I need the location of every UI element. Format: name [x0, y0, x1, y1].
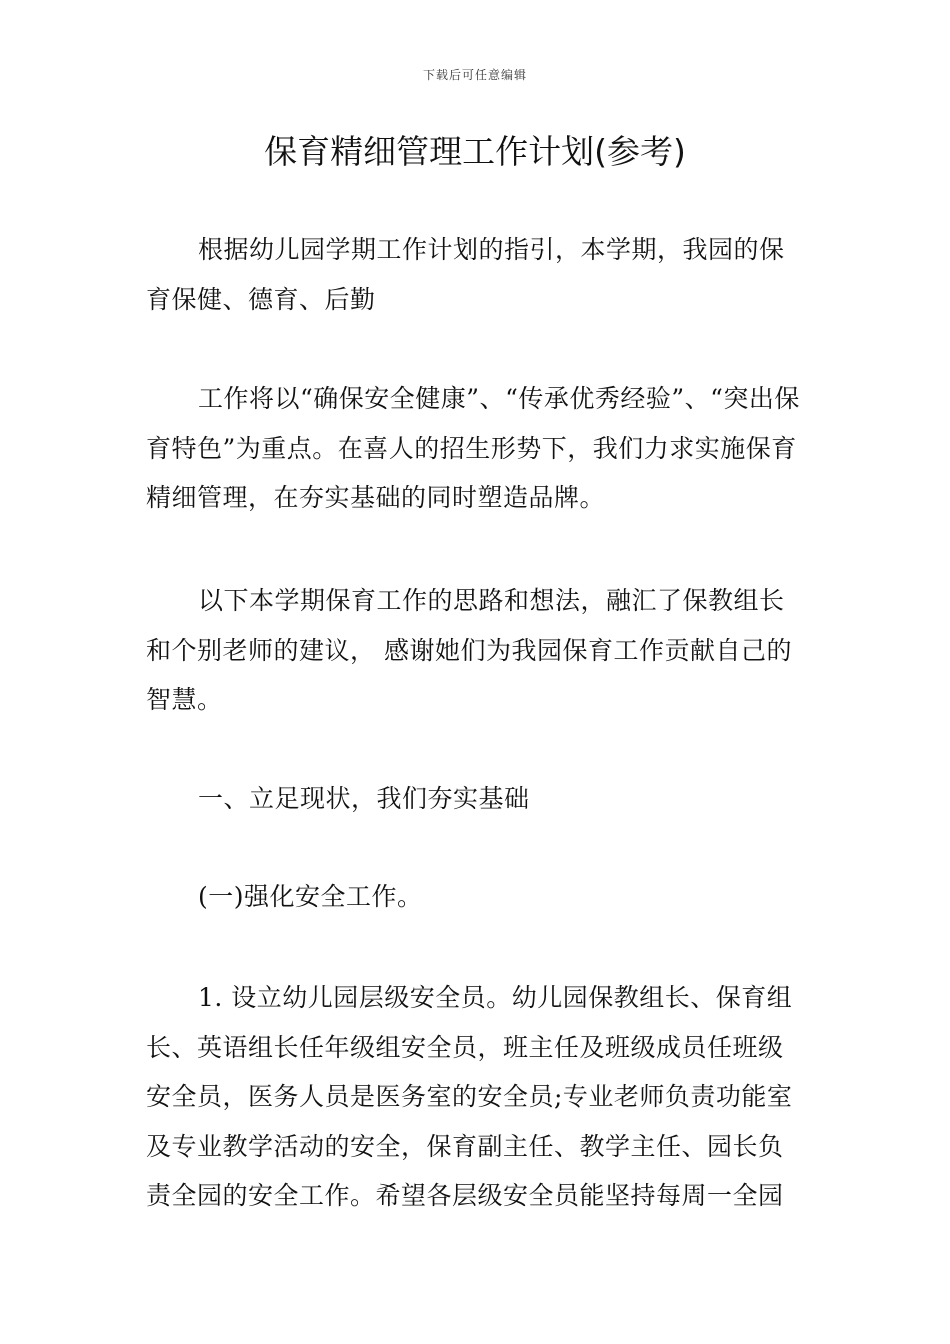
- document-title: 保育精细管理工作计划(参考): [264, 132, 686, 171]
- paragraph-focus: 工作将以“确保安全健康”、“传承优秀经验”、“突出保育特色”为重点。在喜人的招生形势下，我们力求实施保育精细管理，在夯实基础的同时塑造品牌。: [146, 384, 800, 512]
- paragraph-acknowledgement: 以下本学期保育工作的思路和想法，融汇了保教组长和个别老师的建议， 感谢她们为我园保育工作贡献自己的智慧。: [146, 586, 792, 714]
- section-heading-1: 一、立足现状，我们夯实基础: [198, 784, 530, 813]
- paragraph-safety-officers: 1. 设立幼儿园层级安全员。幼儿园保教组长、保育组长、英语组长任年级组安全员，班主任及班级成员任班级安全员，医务人员是医务室的安全员;专业老师负责功能室及专业教学活动的安全，保育副主任、教学主任、园长负责全园的安全工作。希望各层级安全员能坚持每周一全园: [146, 983, 793, 1210]
- subsection-heading-1: (一)强化安全工作。: [198, 882, 423, 911]
- header-note: 下载后可任意编辑: [422, 68, 527, 82]
- paragraph-intro: 根据幼儿园学期工作计划的指引，本学期，我园的保育保健、德育、后勤: [146, 235, 785, 314]
